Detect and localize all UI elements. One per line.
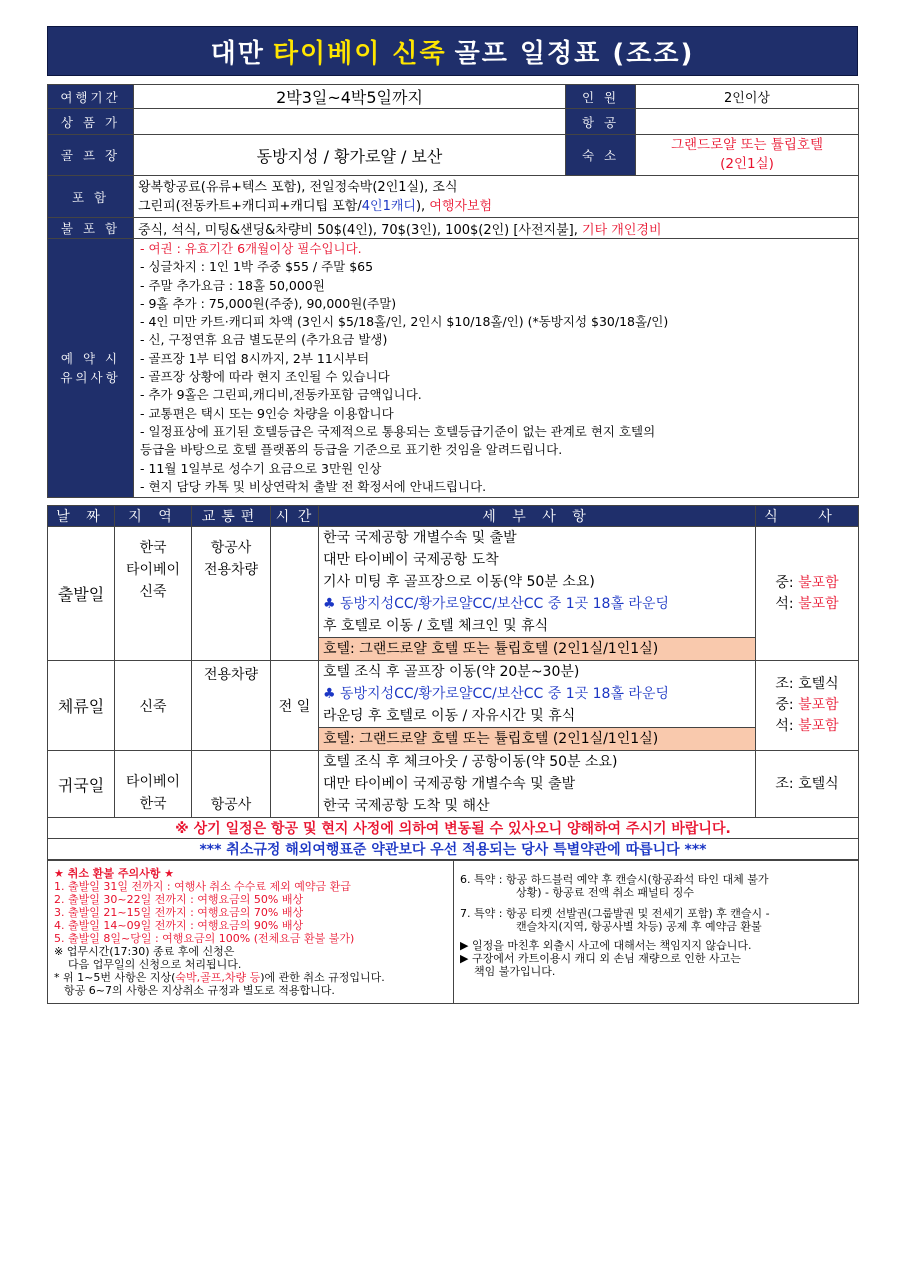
time-cell: 전 일 (271, 661, 319, 751)
meal-value: 불포함 (798, 595, 839, 612)
special-7b: 캔슬차지(지역, 항공사별 차등) 공제 후 예약금 환불 (516, 920, 762, 934)
header-transport: 교통편 (192, 506, 271, 527)
cancel-item: 5. 출발일 8일~당일 : 여행요금의 100% (전체요금 환불 불가) (54, 932, 355, 946)
meal-key: 석: (775, 595, 799, 612)
time-cell (271, 751, 319, 818)
meal-line (760, 573, 854, 594)
include-line2 (138, 197, 854, 216)
transport-line: 항공사 (210, 540, 252, 557)
include-insurance: 여행자보험 (429, 198, 493, 214)
detail-line: 대만 타이베이 국제공항 도착 (323, 552, 499, 569)
people-value: 2인이상 (636, 85, 859, 109)
meal-key: 조: (775, 775, 799, 792)
day-cell: 출발일 (48, 527, 115, 661)
note-item: - 11월 1일부로 성수기 요금으로 3만원 인상 (140, 460, 382, 476)
region-cell (115, 751, 192, 818)
details-cell (319, 751, 756, 818)
rule1-b: 숙박,골프,차량 등 (175, 971, 261, 985)
transport-cell: 전용차량 (192, 661, 271, 751)
note-item: - 주말 추가요금 : 18홀 50,000원 (140, 277, 325, 293)
exclude-label: 불 포 함 (48, 218, 134, 239)
hotel-value (636, 135, 859, 176)
note-item: - 골프장 1부 티업 8시까지, 2부 11시부터 (140, 350, 370, 366)
notes-label-1: 예 약 시 (60, 351, 121, 367)
meal-line (760, 674, 854, 695)
golf-label: 골 프 장 (48, 135, 134, 176)
meals-cell (756, 527, 859, 661)
header-region: 지 역 (115, 506, 192, 527)
day-cell: 체류일 (48, 661, 115, 751)
notes-list (134, 239, 859, 498)
cancel-table (47, 860, 859, 1004)
meal-key: 조: (775, 676, 799, 693)
meal-value: 호텔식 (798, 676, 839, 693)
day-cell: 귀국일 (48, 751, 115, 818)
include-value (134, 176, 859, 218)
transport-cell: 항공사 (192, 751, 271, 818)
table-row (48, 751, 859, 818)
office-hours-2: 다음 업무일의 신청으로 처리됩니다. (68, 958, 242, 972)
detail-line: 후 호텔로 이동 / 호텔 체크인 및 휴식 (323, 618, 549, 635)
hotel-value-line1: 그랜드로얄 또는 튤립호텔 (670, 137, 824, 153)
meal-value: 불포함 (798, 718, 839, 735)
price-label: 상 품 가 (48, 109, 134, 135)
cancel-item: 3. 출발일 21~15일 전까지 : 여행요금의 70% 배상 (54, 906, 304, 920)
meal-key: 중: (775, 574, 799, 591)
meal-line (760, 594, 854, 615)
table-row (48, 527, 859, 661)
hotel-value-line2: (2인1실) (720, 156, 774, 172)
note-item: - 교통편은 택시 또는 9인승 차량을 이용합니다 (140, 405, 394, 421)
rule1-c: )에 관한 취소 규정입니다. (260, 971, 385, 985)
note-item: - 4인 미만 카트·캐디피 차액 (3인시 $5/18홀/인, 2인시 $10/18홀/인) (*동방지성 $30/18홀/인) (140, 314, 669, 330)
details-cell (319, 527, 756, 661)
region-cell (115, 527, 192, 661)
header-details: 세 부 사 항 (319, 506, 756, 527)
include-line2-a: 그린피(전동카트+캐디피+캐디팁 포함/ (138, 198, 362, 214)
header-meals: 식 사 (756, 506, 859, 527)
hotel-line: 호텔: 그랜드로얄 호텔 또는 튤립호텔 (2인1실/1인1실) (319, 637, 755, 660)
bullet-1: ▶ 일정을 마친후 외출시 사고에 대해서는 책임지지 않습니다. (460, 939, 752, 953)
golf-value: 동방지성 / 황가로얄 / 보산 (134, 135, 566, 176)
meal-value: 불포함 (798, 574, 839, 591)
golf-line: ♣ 동방지성CC/황가로얄CC/보산CC 중 1곳 18홀 라운딩 (323, 686, 669, 703)
schedule-header (48, 506, 859, 527)
header-date: 날 짜 (48, 506, 115, 527)
detail-line: 라운딩 후 호텔로 이동 / 자유시간 및 휴식 (323, 708, 576, 725)
meal-value: 호텔식 (798, 775, 839, 792)
meal-key: 석: (775, 718, 799, 735)
meals-cell (756, 661, 859, 751)
note-item: - 일정표상에 표기된 호텔등급은 국제적으로 통용되는 호텔등급기준이 없는 관계로 현지 호텔의 (140, 423, 656, 439)
region-line: 타이베이 (125, 774, 181, 791)
special-6a: 6. 특약 : 항공 하드블럭 예약 후 캔슬시(항공좌석 타인 대체 불가 (460, 873, 769, 887)
detail-line: 대만 타이베이 국제공항 개별수속 및 출발 (323, 776, 576, 793)
cancel-rule-1 (54, 971, 447, 984)
region-line: 한국 (139, 796, 167, 813)
office-hours-1: ※ 업무시간(17:30) 종료 후에 신청은 (54, 945, 235, 959)
title-suffix: 골프 일정표 (조조) (454, 38, 695, 69)
include-line2-c: ), (415, 198, 430, 214)
include-label: 포 함 (48, 176, 134, 218)
cancel-item: 4. 출발일 14~09일 전까지 : 여행요금의 90% 배상 (54, 919, 304, 933)
detail-line: 한국 국제공항 개별수속 및 출발 (323, 530, 517, 547)
transport-line: 전용차량 (203, 562, 259, 579)
price-value (134, 109, 566, 135)
region-cell: 신죽 (115, 661, 192, 751)
note-item: - 9홀 추가 : 75,000원(주중), 90,000원(주말) (140, 295, 397, 311)
bullet-2b: 책임 불가입니다. (474, 965, 556, 979)
cancel-right (454, 861, 859, 1004)
notes-label-2: 유의사항 (60, 370, 121, 386)
meals-cell (756, 751, 859, 818)
region-line: 신죽 (139, 584, 167, 601)
region-line: 한국 (139, 540, 167, 557)
meal-value: 불포함 (798, 697, 839, 714)
exclude-text: 중식, 석식, 미팅&샌딩&차량비 50$(4인), 70$(3인), 100$(2인) [사전지불], (138, 222, 583, 238)
detail-line: 호텔 조식 후 골프장 이동(약 20분~30분) (323, 664, 580, 681)
detail-line: 기사 미팅 후 골프장으로 이동(약 50분 소요) (323, 574, 595, 591)
bullet-2a: ▶ 구장에서 카트이용시 캐디 외 손님 재량으로 인한 사고는 (460, 952, 741, 966)
hotel-label: 숙 소 (566, 135, 636, 176)
cancel-title: ★ 취소 환불 주의사항 ★ (54, 867, 175, 881)
info-table (47, 84, 859, 498)
air-label: 항 공 (566, 109, 636, 135)
meal-key: 중: (775, 697, 799, 714)
cancel-rule-2: 항공 6~7의 사항은 지상취소 규정과 별도로 적용합니다. (64, 984, 335, 998)
transport-cell (192, 527, 271, 661)
special-6b: 상황) - 항공료 전액 취소 패널티 징수 (516, 886, 695, 900)
note-item: - 골프장 상황에 따라 현지 조인될 수 있습니다 (140, 369, 390, 385)
header-time: 시 간 (271, 506, 319, 527)
meal-line (760, 695, 854, 716)
cancel-item: 2. 출발일 30~22일 전까지 : 여행요금의 50% 배상 (54, 893, 304, 907)
table-row (48, 661, 859, 751)
meal-line (760, 716, 854, 737)
golf-line: ♣ 동방지성CC/황가로얄CC/보산CC 중 1곳 18홀 라운딩 (323, 596, 669, 613)
exclude-personal: 기타 개인경비 (582, 222, 662, 238)
page-title (47, 26, 858, 76)
cancel-item: 1. 출발일 31일 전까지 : 여행사 취소 수수료 제외 예약금 환급 (54, 880, 351, 894)
note-item: - 신, 구정연휴 요금 별도문의 (추가요금 발생) (140, 332, 388, 348)
title-highlight: 타이베이 신죽 (272, 38, 447, 69)
itinerary-sheet (47, 26, 858, 1004)
rule1-a: * 위 1~5번 사항은 지상( (54, 971, 176, 985)
period-label: 여행기간 (48, 85, 134, 109)
note-item: - 여권 : 유효기간 6개월이상 필수입니다. (140, 241, 362, 256)
notes-label (48, 239, 134, 498)
note-item: - 추가 9홀은 그린피,캐디비,전동카포함 금액입니다. (140, 387, 422, 403)
special-7a: 7. 특약 : 항공 티켓 선발권(그룹발권 및 전세기 포함) 후 캔슬시 - (460, 907, 770, 921)
air-value (636, 109, 859, 135)
note-item: 등급을 바탕으로 호텔 플랫폼의 등급을 기준으로 표기한 것임을 알려드립니다. (140, 442, 563, 458)
time-cell (271, 527, 319, 661)
meal-line (760, 774, 854, 795)
people-label: 인 원 (566, 85, 636, 109)
cancel-left (48, 861, 454, 1004)
exclude-value (134, 218, 859, 239)
detail-line: 호텔 조식 후 체크아웃 / 공항이동(약 50분 소요) (323, 754, 618, 771)
title-prefix: 대만 (210, 38, 265, 69)
include-line1: 왕복항공료(유류+텍스 포함), 전일정숙박(2인1실), 조식 (138, 179, 458, 195)
region-line: 타이베이 (125, 562, 181, 579)
include-caddie: 4인1캐디 (361, 198, 416, 214)
schedule-table (47, 505, 859, 860)
schedule-notice: ※ 상기 일정은 항공 및 현지 사정에 의하여 변동될 수 있사오니 양해하여 주시기 바랍니다. (48, 818, 859, 839)
note-item: - 현지 담당 카톡 및 비상연락처 출발 전 확정서에 안내드립니다. (140, 478, 487, 494)
hotel-line: 호텔: 그랜드로얄 호텔 또는 튤립호텔 (2인1실/1인1실) (319, 727, 755, 750)
period-value: 2박3일~4박5일까지 (134, 85, 566, 109)
details-cell (319, 661, 756, 751)
detail-line: 한국 국제공항 도착 및 해산 (323, 798, 490, 815)
note-item: - 싱글차지 : 1인 1박 주중 $55 / 주말 $65 (140, 259, 374, 275)
cancel-policy-notice: *** 취소규정 해외여행표준 약관보다 우선 적용되는 당사 특별약관에 따릅니다 *** (48, 839, 859, 860)
